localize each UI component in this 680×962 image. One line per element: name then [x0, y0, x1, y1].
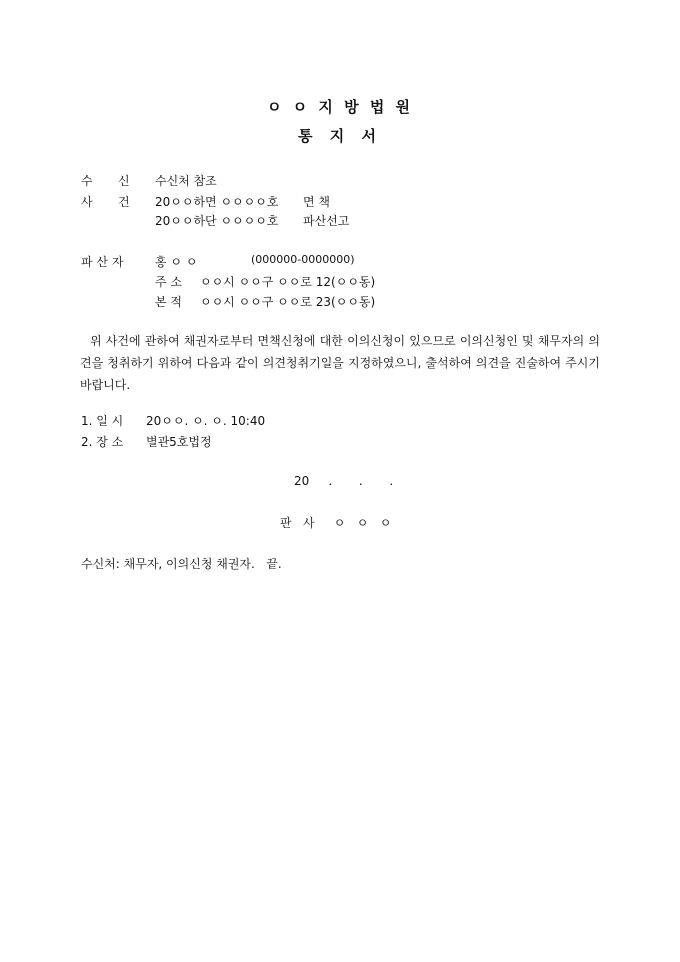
- datetime-label: 1. 일 시: [81, 414, 124, 428]
- datetime-value: 20ㅇㅇ. ㅇ. ㅇ. 10:40: [146, 414, 266, 428]
- place-label: 2. 장 소: [81, 435, 124, 449]
- recipient-label-2: 신: [118, 174, 130, 188]
- case-number-1: 20ㅇㅇ하면 ㅇㅇㅇㅇ호: [155, 195, 279, 209]
- bankrupt-name: 홍 ㅇ ㅇ: [155, 255, 198, 269]
- judge-signature: 판 사 ㅇ ㅇ ㅇ: [280, 516, 392, 530]
- domicile-value: ㅇㅇ시 ㅇㅇ구 ㅇㅇ로 23(ㅇㅇ동): [200, 295, 376, 309]
- court-name: ㅇ ㅇ 지 방 법 원: [266, 98, 414, 116]
- case-number-2: 20ㅇㅇ하단 ㅇㅇㅇㅇ호: [155, 214, 279, 228]
- place-value: 별관5호법정: [146, 435, 212, 449]
- bankrupt-label: 파 산 자: [81, 255, 124, 269]
- domicile-label: 본 적: [155, 295, 182, 309]
- case-name-1: 면 책: [303, 195, 330, 209]
- recipients-footer: 수신처: 채무자, 이의신청 채권자. 끝.: [81, 557, 282, 571]
- recipient-label-1: 수: [81, 174, 93, 188]
- issue-date: 20 . . .: [294, 474, 394, 488]
- case-name-2: 파산선고: [303, 214, 350, 228]
- document-title: 통 지 서: [298, 127, 382, 145]
- case-label-1: 사: [81, 195, 93, 209]
- address-label: 주 소: [155, 275, 182, 289]
- case-label-2: 건: [118, 195, 130, 209]
- bankrupt-id: (000000-0000000): [251, 253, 355, 266]
- notice-paragraph: 위 사건에 관하여 채권자로부터 면책신청에 대한 이의신청이 있으므로 이의신청인 및 채무자의 의견을 청취하기 위하여 다음과 같이 의견청취기일을 지정하였으니, 출석하여 의견을 진술하여 주시기 바랍니다.: [80, 334, 600, 392]
- address-value: ㅇㅇ시 ㅇㅇ구 ㅇㅇ로 12(ㅇㅇ동): [200, 275, 376, 289]
- recipient-value: 수신처 참조: [155, 174, 217, 188]
